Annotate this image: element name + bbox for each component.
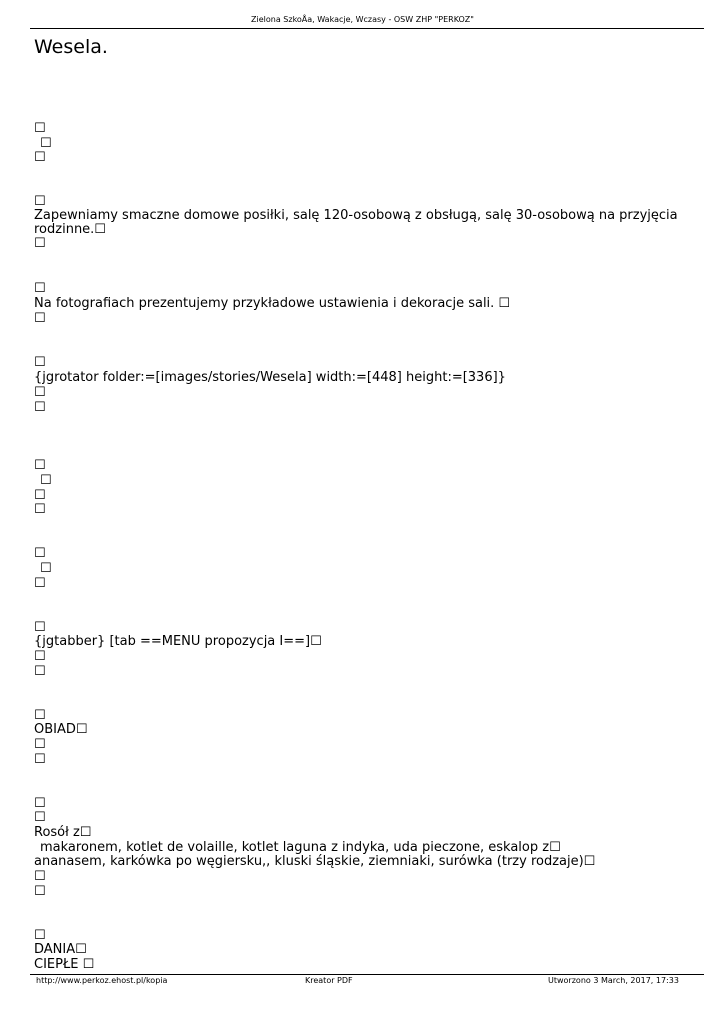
text-line: ☐ bbox=[34, 488, 46, 503]
text-line: ☐ bbox=[34, 150, 46, 165]
text-line: ☐ bbox=[34, 737, 46, 752]
footer-created-date: Utworzono 3 March, 2017, 17:33 bbox=[548, 976, 679, 985]
text-line: ☐ bbox=[40, 136, 52, 151]
text-line: ☐ bbox=[34, 281, 46, 296]
text-line: ☐ bbox=[34, 458, 46, 473]
footer-divider bbox=[30, 974, 704, 975]
text-line: Rosół z☐ bbox=[34, 825, 92, 840]
text-line: ☐ bbox=[34, 502, 46, 517]
text-line: ☐ bbox=[34, 884, 46, 899]
page-header-text: Zielona SzkoÅa, Wakacje, Wczasy - OSW ZHP "PERKOZ" bbox=[251, 15, 474, 24]
text-line: ☐ bbox=[34, 355, 46, 370]
text-line: Na fotografiach prezentujemy przykładowe ustawienia i dekoracje sali. ☐ bbox=[34, 296, 511, 311]
text-line: ☐ bbox=[34, 664, 46, 679]
text-line: ☐ bbox=[34, 400, 46, 415]
text-line: ☐ bbox=[34, 385, 46, 400]
text-line: ☐ bbox=[34, 236, 46, 251]
text-line: ☐ bbox=[34, 928, 46, 943]
text-line: ☐ bbox=[34, 576, 46, 591]
text-line: ananasem, karkówka po węgiersku,, kluski śląskie, ziemniaki, surówka (trzy rodzaje)☐ bbox=[34, 854, 596, 869]
text-line: {jgtabber} [tab ==MENU propozycja I==]☐ bbox=[34, 634, 322, 649]
text-line: ☐ bbox=[34, 752, 46, 767]
footer-url: http://www.perkoz.ehost.pl/kopia bbox=[36, 976, 168, 985]
text-line: DANIA☐ bbox=[34, 942, 87, 957]
text-line: ☐ bbox=[34, 121, 46, 136]
text-line: ☐ bbox=[34, 194, 46, 209]
text-line: CIEPŁE ☐ bbox=[34, 957, 95, 972]
text-line: makaronem, kotlet de volaille, kotlet laguna z indyka, uda pieczone, eskalop z☐ bbox=[40, 840, 561, 855]
footer-generator: Kreator PDF bbox=[305, 976, 353, 985]
header-divider bbox=[30, 28, 704, 29]
text-line: ☐ bbox=[40, 561, 52, 576]
text-line: rodzinne.☐ bbox=[34, 222, 106, 237]
text-line: ☐ bbox=[34, 810, 46, 825]
text-line: OBIAD☐ bbox=[34, 722, 88, 737]
text-line: ☐ bbox=[34, 796, 46, 811]
text-line: ☐ bbox=[34, 311, 46, 326]
text-line: ☐ bbox=[34, 708, 46, 723]
text-line: ☐ bbox=[34, 546, 46, 561]
text-line: {jgrotator folder:=[images/stories/Wesela] width:=[448] height:=[336]} bbox=[34, 370, 506, 385]
text-line: ☐ bbox=[40, 473, 52, 488]
text-line: ☐ bbox=[34, 869, 46, 884]
text-line: Zapewniamy smaczne domowe posiłki, salę 120-osobową z obsługą, salę 30-osobową na przyjęcia bbox=[34, 208, 678, 223]
text-line: ☐ bbox=[34, 620, 46, 635]
page-title: Wesela. bbox=[34, 36, 108, 58]
text-line: ☐ bbox=[34, 649, 46, 664]
